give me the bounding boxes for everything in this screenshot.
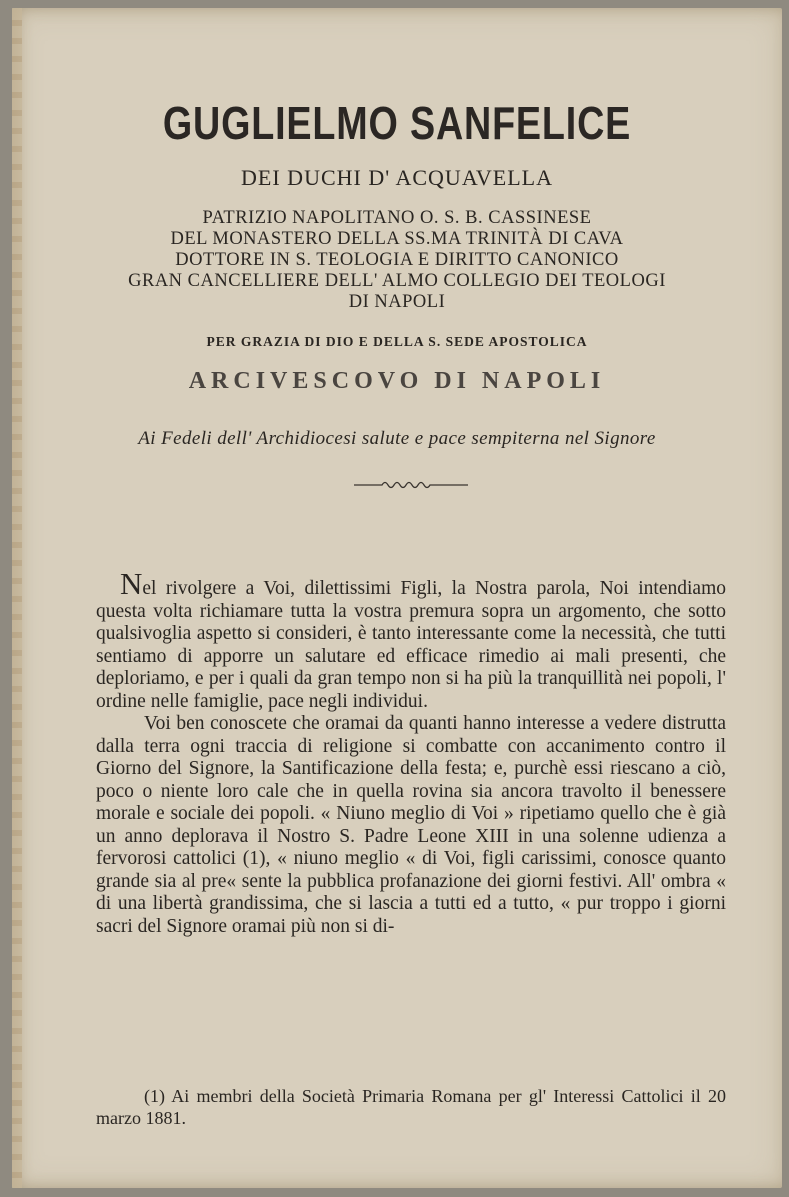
paragraph-1	[96, 566, 726, 713]
grace-line: PER GRAZIA DI DIO E DELLA S. SEDE APOSTOLICA	[206, 334, 588, 349]
initial-letter: N	[120, 566, 143, 601]
title-line: DOTTORE IN S. TEOLOGIA E DIRITTO CANONICO	[175, 250, 619, 270]
footnote	[96, 1085, 726, 1129]
titles-list	[12, 208, 782, 313]
title-line: GRAN CANCELLIERE DELL' ALMO COLLEGIO DEI TEOLOGI	[128, 271, 666, 291]
footnote-text: (1) Ai membri della Società Primaria Romana per gl' Interessi Cattolici il 20 marzo 1881.	[96, 1086, 726, 1128]
paragraph-1-text: el rivolgere a Voi, dilettissimi Figli, la Nostra parola, Noi intendiamo questa volta richiamare tutta la vostra premura sopra un argomento, che sotto qualsivoglia aspetto si consideri, è tanto interessante come la necessità, che tutti sentiamo di apporre un salutare ed efficace rimedio ai mali presenti, che deploriamo, e per i quali da gran tempo non si ha più la tranquillità nei popoli, l' ordine nelle famiglie, pace negli individui.	[96, 578, 726, 712]
wave-ornament-icon	[352, 478, 470, 492]
greeting-line: Ai Fedeli dell' Archidiocesi salute e pace sempiterna nel Signore	[138, 428, 656, 449]
document-page	[12, 8, 782, 1188]
noble-title: DEI DUCHI D' ACQUAVELLA	[241, 165, 553, 190]
title-line: PATRIZIO NAPOLITANO O. S. B. CASSINESE	[202, 208, 592, 228]
letter-body	[96, 566, 726, 938]
paragraph-2: Voi ben conoscete che oramai da quanti hanno interesse a vedere distrutta dalla terra ogni traccia di religione si combatte con accanimento contro il Giorno del Signore, la Santificazione della festa; e, purchè essi riescano a ciò, poco o niente loro cale che in quella rovina sia ancora travolto il benessere morale e sociale dei popoli. « Niuno meglio di Voi » ripetiamo quello che è già un anno deplorava il Nostro S. Padre Leone XIII in una solenne udienza a fervorosi cattolici (1), « niuno meglio « di Voi, figli carissimi, conosce quanto grande sia al pre« sente la pubblica profanazione dei giorni festivi. All' ombra « di una libertà grandissima, che si lascia a tutti ed a tutto, « pur troppo i giorni sacri del Signore oramai più non si di-	[96, 713, 726, 937]
title-line: DEL MONASTERO DELLA SS.MA TRINITÀ DI CAVA	[170, 229, 624, 249]
title-line: DI NAPOLI	[348, 292, 446, 312]
author-name: GUGLIELMO SANFELICE	[162, 97, 632, 149]
archbishop-title: ARCIVESCOVO DI NAPOLI	[188, 368, 606, 394]
